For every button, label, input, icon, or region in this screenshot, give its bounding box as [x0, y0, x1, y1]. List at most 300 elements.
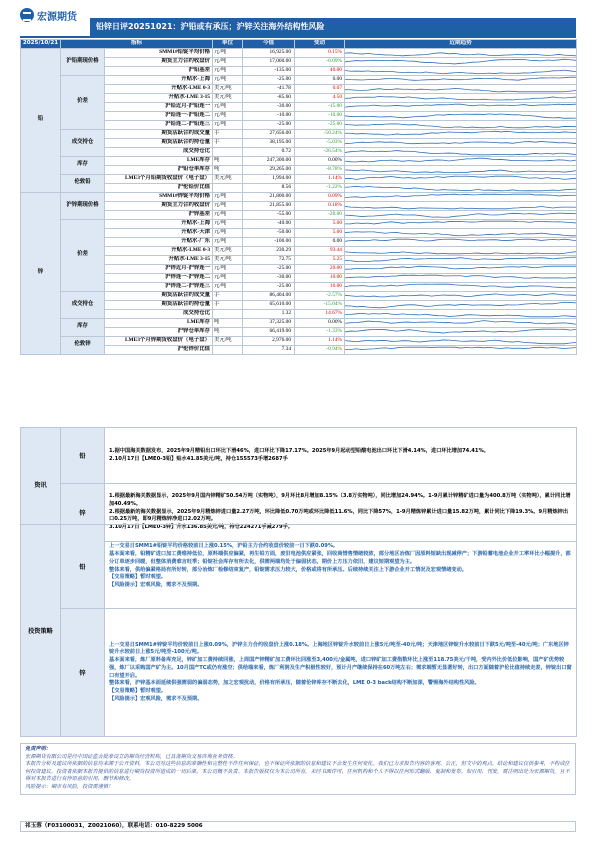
indicator-value: 27,656.00 — [243, 129, 295, 138]
trend-line — [345, 194, 576, 198]
trend-line — [345, 221, 576, 224]
paragraph: 【交易策略】暂时观望。 — [109, 687, 167, 694]
indicator-value: 65,610.00 — [243, 300, 295, 309]
strategy-section — [20, 524, 577, 737]
report-date: 2025/10/21 — [21, 40, 61, 49]
indicator-change: 0.00 — [295, 237, 345, 246]
indicator-change: 0.00% — [295, 156, 345, 165]
trend-sparkline — [345, 58, 576, 66]
indicator-unit: 元/吨 — [213, 75, 243, 84]
indicator-change: -1.33% — [295, 327, 345, 336]
table-row — [21, 93, 577, 102]
group-label: 沪锌期现价格 — [61, 192, 105, 219]
indicator-change: 14.67% — [295, 309, 345, 318]
trend-sparkline — [345, 49, 576, 57]
indicator-unit: 元/吨 — [213, 282, 243, 291]
group-label: 价差 — [61, 219, 105, 291]
trend-line — [345, 213, 576, 217]
indicator-value: 0.72 — [243, 147, 295, 156]
trend-cell — [345, 183, 577, 192]
group-label: 伦敦锌 — [61, 336, 105, 354]
title-divider — [20, 36, 576, 38]
trend-sparkline — [345, 274, 576, 282]
trend-cell — [345, 102, 577, 111]
trend-sparkline — [345, 112, 576, 120]
indicator-value: 1,994.00 — [243, 174, 295, 183]
indicator-unit: 美元/吨 — [213, 174, 243, 183]
table-row — [21, 48, 577, 57]
indicator-change: 0.18% — [295, 201, 345, 210]
trend-cell — [345, 111, 577, 120]
paragraph: 2.根据最新的海关数据显示，2025年9月精炼锌进口量2.27万吨，环比降低0.70万吨或环比降低11.6%，同比下降57%，1-9月精炼锌累计进口量15.82万吨，累计同比下降19.3%。9月精炼锌出口0.25万吨，即9月精炼锌净进口2.02万吨。 — [109, 508, 569, 523]
table-row — [21, 201, 577, 210]
info-zinc-label: 锌 — [61, 484, 105, 542]
trend-sparkline — [345, 328, 576, 336]
trend-cell — [345, 237, 577, 246]
indicator-change: -10.00 — [295, 111, 345, 120]
indicator-name: 期货活跃合约成交量 — [105, 129, 213, 138]
table-row — [21, 111, 577, 120]
trend-sparkline — [345, 265, 576, 273]
trend-line — [345, 257, 576, 261]
indicator-value: 247,300.00 — [243, 156, 295, 165]
table-row — [21, 210, 577, 219]
group-label: 库存 — [61, 318, 105, 336]
column-header: 变动 — [295, 40, 345, 49]
report-title: 铅锌日评20251021：沪铅或有承压；沪锌关注海外结构性风险 — [90, 18, 576, 36]
indicator-value: -135.00 — [243, 66, 295, 75]
trend-sparkline — [345, 130, 576, 138]
trend-line — [345, 329, 576, 333]
column-header: 指标 — [61, 40, 213, 49]
company-logo — [20, 6, 90, 24]
indicator-value: -50.00 — [243, 228, 295, 237]
indicator-name: LME3个月铅期货收盘价（电子盘） — [105, 174, 213, 183]
indicator-unit: 元/吨 — [213, 264, 243, 273]
trend-line — [345, 141, 576, 143]
indicator-change: -26.54% — [295, 147, 345, 156]
indicator-name: 沪锌近月-沪锌连一 — [105, 264, 213, 273]
indicator-value: 8.56 — [243, 183, 295, 192]
disclaimer — [20, 743, 576, 795]
indicator-unit: 手 — [213, 138, 243, 147]
table-row — [21, 129, 577, 138]
indicator-unit — [213, 147, 243, 156]
table-row — [21, 75, 577, 84]
trend-cell — [345, 255, 577, 264]
disclaimer-line: 本报告分析及建议所依据的信息均来源于公开资料，本公司对这些信息的准确性和完整性不作任何保证，也不保证所依据的信息和建议不会发生任何变化。我们已力求报告内容的客观、公正，但文中的观点、结论和建议仅供参考，不构成任何投资建议。投资者依据本报告提供的信息进行期货投资所造成的一切后果，本公司概不负责。本报告版权仅为本公司所有，未经书面许可，任何机构和个人不得以任何形式翻版、复制和发布。如引用、刊发，需注明出处为宏源期货，且不得对本报告进行有悖原意的引用、删节和修改。 — [25, 761, 570, 783]
indicator-change: 5.25 — [295, 255, 345, 264]
indicator-value: -25.00 — [243, 282, 295, 291]
indicator-unit: 元/吨 — [213, 201, 243, 210]
trend-line — [345, 77, 576, 80]
indicator-change: 0.00% — [295, 318, 345, 327]
paragraph: 2.10月17日【LME0-3铅】贴水41.85美元/吨，持仓155573手增2687手 — [109, 455, 288, 462]
table-row — [21, 147, 577, 156]
trend-sparkline — [345, 247, 576, 255]
indicator-change: 0.07 — [295, 84, 345, 93]
trend-cell — [345, 48, 577, 57]
group-label: 成交持仓 — [61, 291, 105, 318]
trend-line — [345, 231, 576, 235]
indicator-change: -8.78% — [295, 165, 345, 174]
indicator-name: 期货主力合约收盘价 — [105, 201, 213, 210]
trend-cell — [345, 129, 577, 138]
indicator-change: -15.00 — [295, 102, 345, 111]
table-row — [21, 309, 577, 318]
indicator-change: -2.57% — [295, 291, 345, 300]
table-row — [21, 138, 577, 147]
indicator-value: 2,976.00 — [243, 336, 295, 345]
indicator-value: 21,855.00 — [243, 201, 295, 210]
trend-cell — [345, 120, 577, 129]
indicator-change: 0.00 — [295, 75, 345, 84]
info-lead-label: 铅 — [61, 428, 105, 484]
indicator-value: 38,195.00 — [243, 138, 295, 147]
paragraph: 整体来看，沪锌基本面延续供强需弱的偏弱态势，加之宏观扰动，价格有所承压，随着伦锌库存不断去化，LME 0-3 back结构不断加深，警惕海外结构性风险。 — [109, 680, 480, 687]
trend-sparkline — [345, 319, 576, 327]
indicator-change: 10.00 — [295, 282, 345, 291]
indicator-unit: 美元/吨 — [213, 255, 243, 264]
indicator-change: 40.00 — [295, 66, 345, 75]
paragraph: 【交易策略】暂时观望。 — [109, 574, 167, 581]
indicator-unit — [213, 183, 243, 192]
trend-sparkline — [345, 184, 576, 192]
trend-sparkline — [345, 301, 576, 309]
indicator-name: 成交持仓比 — [105, 309, 213, 318]
indicator-value: 17,060.00 — [243, 57, 295, 66]
trend-sparkline — [345, 202, 576, 210]
trend-cell — [345, 84, 577, 93]
trend-cell — [345, 219, 577, 228]
trend-cell — [345, 309, 577, 318]
table-row — [21, 156, 577, 165]
indicator-unit: 手 — [213, 129, 243, 138]
logo-mark-icon — [20, 8, 34, 22]
indicator-unit: 美元/吨 — [213, 84, 243, 93]
group-label: 库存 — [61, 156, 105, 174]
info-lead-text — [105, 428, 577, 484]
trend-sparkline — [345, 103, 576, 111]
indicator-unit: 元/吨 — [213, 228, 243, 237]
table-row — [21, 336, 577, 345]
indicator-name: 升贴水-上海 — [105, 75, 213, 84]
indicator-change: 93.44 — [295, 246, 345, 255]
trend-line — [345, 239, 576, 241]
table-row — [21, 228, 577, 237]
trend-sparkline — [345, 229, 576, 237]
indicator-name: 升贴水-LME 3-15 — [105, 93, 213, 102]
indicator-unit: 元/吨 — [213, 57, 243, 66]
indicator-value: -25.00 — [243, 75, 295, 84]
indicator-value: 7.34 — [243, 345, 295, 354]
trend-sparkline — [345, 94, 576, 102]
table-row — [21, 174, 577, 183]
indicator-change: 0.15% — [295, 48, 345, 57]
table-row — [21, 219, 577, 228]
trend-cell — [345, 300, 577, 309]
indicator-name: 沪锌连一-沪锌连二 — [105, 273, 213, 282]
indicator-change: -0.09% — [295, 57, 345, 66]
disclaimer-line: 宏源期货有限公司是经中国证监会批准设立的期货经营机构，已具备期货交易咨询业务资格。 — [25, 753, 238, 760]
indicator-name: 沪伦铅价比值 — [105, 183, 213, 192]
trend-cell — [345, 66, 577, 75]
trend-line — [345, 123, 576, 127]
trend-line — [345, 158, 576, 162]
indicator-unit: 元/吨 — [213, 210, 243, 219]
trend-cell — [345, 57, 577, 66]
table-row — [21, 57, 577, 66]
trend-line — [345, 347, 576, 349]
indicator-unit: 美元/吨 — [213, 246, 243, 255]
trend-line — [345, 293, 576, 296]
indicator-unit: 美元/吨 — [213, 93, 243, 102]
table-row — [21, 345, 577, 354]
indicator-name: 沪伦锌价比值 — [105, 345, 213, 354]
table-row — [21, 102, 577, 111]
indicator-change: 10.00 — [295, 273, 345, 282]
trend-cell — [345, 156, 577, 165]
indicator-value: -55.00 — [243, 210, 295, 219]
trend-cell — [345, 318, 577, 327]
table-row — [21, 264, 577, 273]
indicator-name: 期货活跃合约持仓量 — [105, 300, 213, 309]
trend-sparkline — [345, 220, 576, 228]
column-header: 今值 — [243, 40, 295, 49]
paragraph: 整体来看，供给偏紧格局有所好转，部分冶炼厂检修结束复产，铅锭需求压力较大，价格或将有所承压。后续持续关注上下游企业开工情况及宏观情绪变动。 — [109, 566, 467, 573]
paragraph: 3.10月17日【LME0-3锌】升水136.85美元/吨，持仓224271手减279手。 — [109, 524, 293, 531]
trend-line — [345, 114, 576, 118]
group-label: 伦敦铅 — [61, 174, 105, 192]
indicator-change: -0.94% — [295, 345, 345, 354]
indicator-name: 沪锌仓单库存 — [105, 327, 213, 336]
table-row — [21, 192, 577, 201]
table-row — [21, 273, 577, 282]
indicator-unit: 美元/吨 — [213, 336, 243, 345]
trend-line — [345, 70, 576, 74]
trend-sparkline — [345, 76, 576, 84]
category-label: 锌 — [21, 192, 61, 354]
indicator-value: 72.75 — [243, 255, 295, 264]
trend-line — [345, 302, 576, 308]
indicator-change: -15.04% — [295, 300, 345, 309]
paragraph: 基本面来看，炼厂原料备库充足，锌矿加工费持续回涨，上周国产锌精矿加工费环比回涨至3,400元/金属吨，进口锌矿加工费指数环比上涨至118.75美元/干吨，受内外比价低位影响，国产矿优势较强，炼厂以采购国产矿为主。10月国产TC或仍有涨空；供给端来看，炼厂利润及生产积极性较好，预计月产继续保持在60万吨左右；需求端暂无显著好转，出口方面随着沪伦比值持续走差，锌锭出口窗口有望开启。 — [109, 657, 572, 679]
indicator-unit: 手 — [213, 291, 243, 300]
trend-sparkline — [345, 67, 576, 75]
indicator-unit: 吨 — [213, 318, 243, 327]
indicator-change: -50.24% — [295, 129, 345, 138]
indicator-name: 升贴水-LME 3-15 — [105, 255, 213, 264]
trend-cell — [345, 192, 577, 201]
trend-cell — [345, 75, 577, 84]
logo-text: 宏源期货 — [37, 11, 77, 23]
column-header: 单位 — [213, 40, 243, 49]
trend-sparkline — [345, 193, 576, 201]
indicator-unit: 吨 — [213, 165, 243, 174]
table-row — [21, 84, 577, 93]
table-row — [21, 183, 577, 192]
indicator-name: SMM1#铅锭平均价格 — [105, 48, 213, 57]
trend-sparkline — [345, 238, 576, 246]
trend-cell — [345, 345, 577, 354]
table-row — [21, 300, 577, 309]
trend-sparkline — [345, 337, 576, 345]
indicator-value: 86,404.00 — [243, 291, 295, 300]
indicator-value: -30.00 — [243, 273, 295, 282]
indicator-unit: 元/吨 — [213, 102, 243, 111]
indicator-unit: 元/吨 — [213, 48, 243, 57]
trend-line — [345, 266, 576, 269]
indicator-name: 升贴水-上海 — [105, 219, 213, 228]
strategy-zinc-text — [105, 609, 577, 737]
indicator-unit: 元/吨 — [213, 120, 243, 129]
indicator-name: 成交持仓比 — [105, 147, 213, 156]
indicator-unit: 元/吨 — [213, 66, 243, 75]
info-label: 资讯 — [21, 428, 61, 542]
column-header: 近期趋势 — [345, 40, 577, 49]
strategy-zinc-label: 锌 — [61, 609, 105, 737]
indicator-change: 4.50 — [295, 93, 345, 102]
indicator-name: 升贴水-天津 — [105, 228, 213, 237]
trend-sparkline — [345, 157, 576, 165]
trend-cell — [345, 336, 577, 345]
indicator-unit: 手 — [213, 300, 243, 309]
indicator-value: 37,325.00 — [243, 318, 295, 327]
trend-line — [345, 284, 576, 288]
paragraph: 1.据中国海关数据发布，2025年9月精铅出口环比下滑46%，进口环比下降17.17%。2025年9月起动型铅酸电池出口环比下滑4.14%，进口环比增加74.41%。 — [109, 447, 489, 454]
trend-sparkline — [345, 121, 576, 129]
indicator-unit: 元/吨 — [213, 219, 243, 228]
trend-cell — [345, 246, 577, 255]
trend-cell — [345, 165, 577, 174]
trend-cell — [345, 147, 577, 156]
indicator-value: -30.00 — [243, 102, 295, 111]
indicator-change: 1.14% — [295, 336, 345, 345]
indicator-name: 沪铅连一-沪铅连二 — [105, 111, 213, 120]
table-row — [21, 246, 577, 255]
paragraph: 上一交易日SMM1#铅锭平均价格较前日上涨0.15%，沪铅主力合约收盘价较前一日下跌0.09%。 — [109, 543, 339, 550]
indicator-name: LME库存 — [105, 318, 213, 327]
trend-cell — [345, 138, 577, 147]
trend-line — [345, 275, 576, 278]
group-label: 沪铅期现价格 — [61, 48, 105, 75]
strategy-lead-label: 铅 — [61, 525, 105, 609]
analyst-footer: 祁玉蓉（F03100031，Z0021060），联系电话：010-8229 5006 — [20, 821, 576, 832]
trend-line — [345, 313, 576, 317]
trend-cell — [345, 228, 577, 237]
indicator-unit: 元/吨 — [213, 111, 243, 120]
indicator-name: 升贴水-LME 0-3 — [105, 246, 213, 255]
table-row — [21, 165, 577, 174]
table-row — [21, 291, 577, 300]
indicator-value: 29,265.00 — [243, 165, 295, 174]
trend-line — [345, 104, 576, 107]
trend-line — [345, 251, 576, 253]
indicator-value: 230.29 — [243, 246, 295, 255]
trend-line — [345, 88, 576, 91]
indicator-name: 期货活跃合约持仓量 — [105, 138, 213, 147]
table-header-row — [21, 40, 577, 49]
paragraph: 基本面来看，铅精矿进口加工费维持低位，原料端供应偏紧，再生铅方面，废旧电池供应紧张，回收商惜售情绪较浓，部分地区冶炼厂因原料短缺出现减停产；下游铅蓄电池企业开工率环比小幅提升，部分订单逐步回暖，但整体消费难言旺季；铅锭社会库存有所去化，供需两端均处于偏弱状态，期价上方压力依旧，建议短期观望为主。 — [109, 551, 571, 565]
trend-cell — [345, 93, 577, 102]
trend-line — [345, 52, 576, 55]
strategy-lead-text — [105, 525, 577, 609]
indicator-change: -20.00 — [295, 210, 345, 219]
indicator-unit — [213, 309, 243, 318]
paragraph: 【风险提示】宏观风险，需求不及预期。 — [109, 695, 203, 702]
indicator-unit: 元/吨 — [213, 273, 243, 282]
table-row — [21, 120, 577, 129]
indicator-unit — [213, 345, 243, 354]
indicator-value: -40.00 — [243, 219, 295, 228]
trend-line — [345, 96, 576, 100]
indicator-name: 升贴水-LME 0-3 — [105, 84, 213, 93]
indicator-value: -100.00 — [243, 237, 295, 246]
trend-sparkline — [345, 211, 576, 219]
indicator-value: -41.78 — [243, 84, 295, 93]
indicator-name: 沪锌连二-沪锌连三 — [105, 282, 213, 291]
trend-cell — [345, 264, 577, 273]
indicator-value: -85.60 — [243, 93, 295, 102]
indicator-unit: 吨 — [213, 327, 243, 336]
group-label: 成交持仓 — [61, 129, 105, 156]
table-row — [21, 327, 577, 336]
indicator-name: 沪铅仓单库存 — [105, 165, 213, 174]
trend-cell — [345, 291, 577, 300]
indicator-unit: 吨 — [213, 156, 243, 165]
indicator-change: 0.09% — [295, 192, 345, 201]
trend-sparkline — [345, 310, 576, 318]
table-row — [21, 237, 577, 246]
indicator-name: 期货主力合约收盘价 — [105, 57, 213, 66]
indicator-value: -25.00 — [243, 264, 295, 273]
trend-cell — [345, 282, 577, 291]
indicator-name: SMM1#锌锭平均价格 — [105, 192, 213, 201]
trend-line — [345, 169, 576, 172]
trend-sparkline — [345, 175, 576, 183]
table-row — [21, 255, 577, 264]
indicator-name: LME3个月锌期货收盘价（电子盘） — [105, 336, 213, 345]
trend-sparkline — [345, 292, 576, 300]
trend-line — [345, 186, 576, 190]
indicator-change: 20.00 — [295, 264, 345, 273]
indicator-value: 66,419.00 — [243, 327, 295, 336]
indicator-change: 1.14% — [295, 174, 345, 183]
trend-line — [345, 206, 576, 208]
table-row — [21, 318, 577, 327]
paragraph: 【风险提示】宏观风险，需求不及预期。 — [109, 581, 203, 588]
trend-sparkline — [345, 256, 576, 264]
trend-line — [345, 131, 576, 135]
disclaimer-title: 免责声明： — [25, 746, 51, 752]
trend-cell — [345, 210, 577, 219]
indicator-value: 1.32 — [243, 309, 295, 318]
trend-line — [345, 176, 576, 179]
trend-cell — [345, 201, 577, 210]
indicator-value: 16,925.00 — [243, 48, 295, 57]
table-row — [21, 282, 577, 291]
table-row — [21, 66, 577, 75]
trend-line — [345, 340, 576, 344]
indicator-change: 5.00 — [295, 228, 345, 237]
trend-line — [345, 320, 576, 324]
indicator-name: LME库存 — [105, 156, 213, 165]
category-label: 铅 — [21, 48, 61, 192]
trend-cell — [345, 273, 577, 282]
trend-sparkline — [345, 346, 576, 354]
indicator-value: -10.00 — [243, 111, 295, 120]
indicator-name: 升贴水-广东 — [105, 237, 213, 246]
